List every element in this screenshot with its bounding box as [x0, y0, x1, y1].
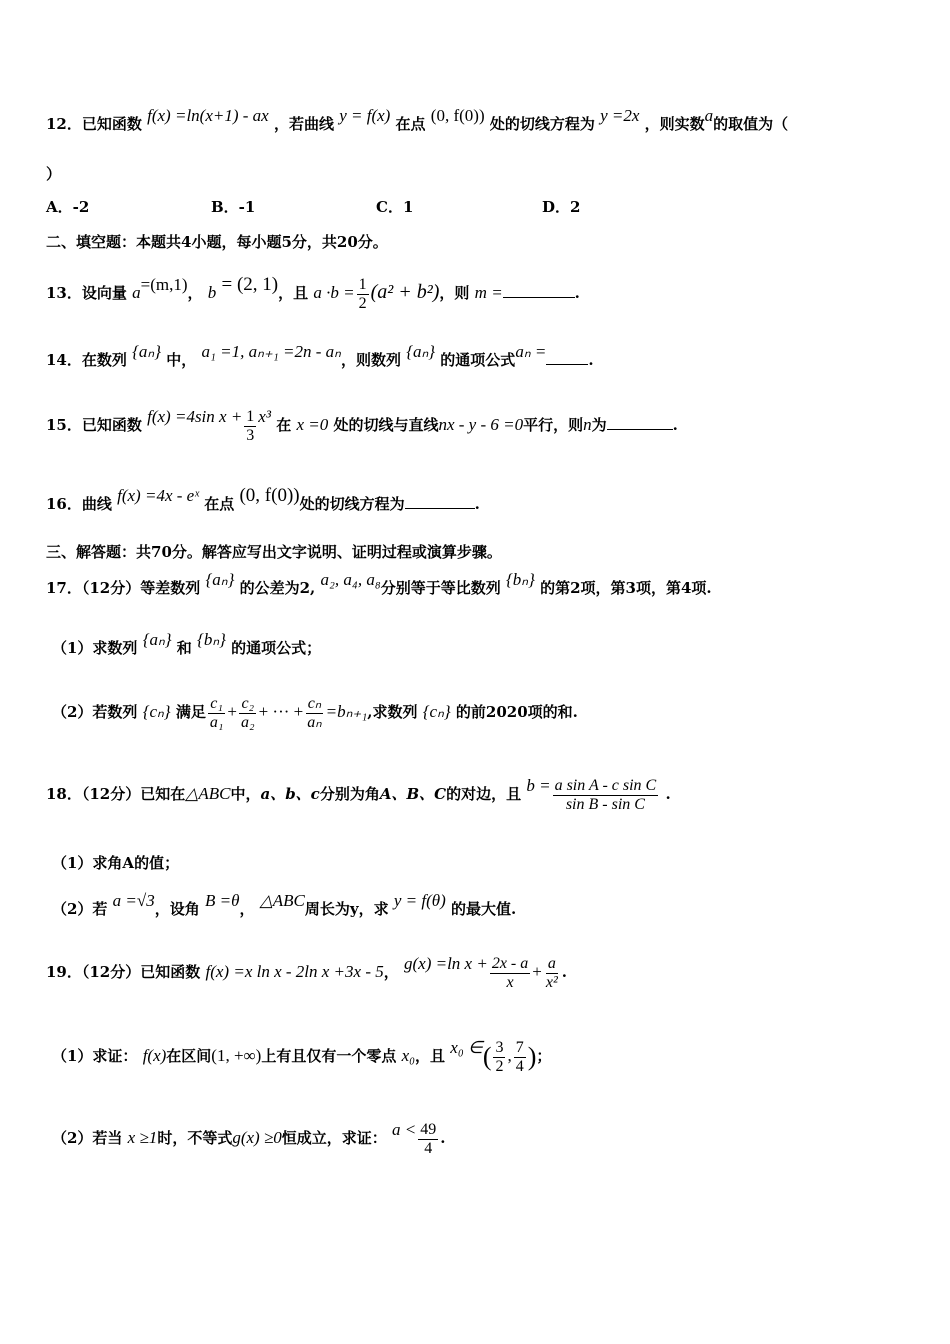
option-b[interactable]: B．-1	[211, 198, 256, 216]
q19-x0-in: x₀ ∈	[450, 1038, 483, 1057]
q14-text-1: 在数列	[81, 351, 127, 369]
q12-text-5: ，则实数	[644, 115, 705, 133]
q16-point: (0, f(0))	[239, 485, 300, 506]
q16-end: .	[474, 495, 480, 513]
q19-p1-text-2: 在区间	[166, 1047, 212, 1065]
q12-text-3: 在点	[395, 115, 426, 133]
q17-p2-seq-c: {cₙ}	[142, 702, 171, 721]
q15-line: nx - y - 6 =0	[438, 415, 524, 434]
q18-p2-text-2: ，设角	[154, 900, 200, 918]
q17-p1-text-3: 的通项公式；	[231, 639, 322, 657]
q19-part-2	[52, 1116, 446, 1160]
q13-half-fraction	[357, 276, 369, 313]
q14-text-4: 的通项公式	[440, 351, 516, 369]
q17-terms: a₂, a₄, a₈	[320, 570, 381, 589]
q15-text-2: 在	[276, 416, 292, 434]
q16-text-3: 处的切线方程为	[299, 495, 405, 513]
q18-text-1: 已知在	[140, 785, 186, 803]
q18-p2-text-5: 的最大值.	[451, 900, 517, 918]
q14-an: aₙ =	[515, 342, 547, 361]
q17-p1-text-2: 和	[176, 639, 192, 657]
question-12	[46, 106, 789, 134]
q19-in-den-2: 4	[515, 1057, 524, 1075]
q19-p1-text-5: ；	[536, 1047, 552, 1065]
q12-point: (0, f(0))	[430, 106, 485, 125]
q17-p1-seq-b: {bₙ}	[197, 630, 226, 649]
q19-frac-49-4	[418, 1121, 438, 1158]
q13-answer-blank[interactable]	[503, 297, 575, 298]
q19-g: g(x) =ln x +	[403, 954, 488, 973]
q18-p2-text-3: ，	[239, 900, 255, 918]
q16-number: 16．	[46, 495, 82, 513]
q19-part-1: （1）求证： f(x)在区间(1, +∞)上有且仅有一个零点 x₀，且 x₀ ∈( $\frac{3}{2}$ , $\frac{7}{4}$ )；	[52, 1038, 552, 1075]
q17-cn: cₙ	[307, 694, 322, 712]
q19-g-num-2: a	[547, 954, 556, 972]
q15-number: 15．	[46, 416, 82, 434]
q14-sequence: {aₙ}	[132, 342, 161, 361]
q18-text-3: 分别为角	[319, 785, 380, 803]
q12-curve: y = f(x)	[339, 106, 391, 125]
q19-comma: ，	[383, 963, 399, 981]
q18-text-4: 的对边，且	[446, 785, 522, 803]
q12-close-paren: ）	[46, 165, 62, 183]
q18-p2-text-4: 周长为y，求	[304, 900, 389, 918]
question-17	[46, 570, 712, 598]
q13-vector-a: a	[132, 283, 141, 302]
q17-c1: c₁	[210, 694, 223, 712]
q17-part-2: （2）若数列 {cₙ} 满足 $\frac{\text{c₁}}{\text{a₁}}$ + $\frac{\text{c₂}}{\text{a₂}}$ + ··· + $\frac{\text{cₙ}}{\text{aₙ}}$ =bₙ₊₁,求数列 {cₙ} 的前2020项的和.	[52, 694, 578, 731]
q15-x0: x =0	[296, 415, 329, 434]
q13-m: m =	[474, 283, 503, 302]
q18-part-1: （1）求角A的值；	[52, 854, 180, 872]
q14-sequence-2: {aₙ}	[406, 342, 436, 361]
q17-seq-a: {aₙ}	[205, 570, 235, 589]
q13-text-1: 设向量	[81, 284, 127, 302]
q17-p1-text-1: （1）求数列	[52, 639, 138, 657]
q15-n: n	[583, 415, 592, 434]
q19-p2-text-3: 恒成立，求证：	[281, 1129, 387, 1147]
q12-text-1: 已知函数	[81, 115, 142, 133]
q18-sides: a、b、c	[260, 785, 320, 803]
q19-g-den-2: x²	[545, 973, 558, 991]
q17-a1: a₁	[209, 713, 224, 731]
q17-p2-text-1: （2）若数列	[52, 703, 138, 721]
q16-function: f(x) =4x - eˣ	[117, 486, 199, 505]
q13-vector-b-value: = (2, 1)	[221, 274, 279, 295]
q19-fx: f(x)	[142, 1046, 167, 1065]
q18-b-theta: B =θ	[204, 891, 240, 910]
q15-function: f(x) =4sin x +	[147, 407, 243, 426]
q19-interval: (1, +∞)	[211, 1046, 262, 1065]
q19-x0: x₀	[401, 1046, 416, 1065]
q13-half-num: 1	[358, 275, 367, 293]
q15-text-1: 已知函数	[81, 416, 142, 434]
q17-eq-b: =bₙ₊₁	[325, 702, 368, 721]
q19-g-frac-1	[490, 955, 530, 992]
q15-text-3: 处的切线与直线	[333, 416, 439, 434]
question-18	[46, 772, 671, 816]
q19-p1-text-3: 上有且仅有一个零点	[261, 1047, 397, 1065]
q19-g-frac-2	[544, 955, 560, 992]
q19-a-lt: a <	[392, 1120, 417, 1139]
q16-text-2: 在点	[204, 495, 235, 513]
q17-text-3: 分别等于等比数列	[380, 579, 501, 597]
q15-frac-num: 1	[246, 407, 255, 425]
q12-text-2: ，若曲线	[273, 115, 334, 133]
q17-a2: a₂	[241, 713, 255, 731]
q19-in-den-1: 2	[495, 1057, 504, 1075]
q19-text-1: 已知函数	[140, 963, 201, 981]
q12-tangent: y =2x	[600, 106, 640, 125]
q19-in-num-2: 7	[515, 1038, 524, 1056]
q14-answer-blank[interactable]	[546, 364, 588, 365]
q19-r-den: 4	[424, 1139, 433, 1157]
question-14	[46, 342, 594, 370]
q18-y-f: y = f(θ)	[393, 891, 446, 910]
q17-p1-seq-a: {aₙ}	[142, 630, 172, 649]
question-16	[46, 485, 480, 514]
section-2-heading: 二、填空题：本题共4小题，每小题5分，共20分。	[46, 233, 388, 251]
question-15	[46, 405, 678, 445]
q19-g-den-1: x	[506, 973, 514, 991]
q19-f: f(x) =x ln x - 2ln x +3x - 5	[205, 962, 384, 981]
q19-number: 19．	[46, 963, 82, 981]
q15-text-4: 平行，则	[523, 416, 584, 434]
q19-p2-text-2: 时，不等式	[157, 1129, 233, 1147]
q19-r-num: 49	[420, 1120, 437, 1138]
q13-number: 13．	[46, 284, 82, 302]
q17-p2-text-3: ,求数列	[367, 703, 418, 721]
q17-text-2: 的公差为2,	[239, 579, 316, 597]
q19-p1-text-1: （1）求证：	[52, 1047, 138, 1065]
q15-frac-den: 3	[246, 426, 255, 444]
q13-text-2: ，且	[278, 284, 309, 302]
q14-text-2: 中，	[166, 351, 197, 369]
q13-sum-squares: (a² + b²)	[370, 281, 440, 303]
q12-number: 12．	[46, 115, 82, 133]
q19-ineq: g(x) ≥0	[232, 1128, 282, 1147]
q19-frac-3-2	[493, 1039, 505, 1076]
q17-plus-dots: + ··· +	[258, 702, 304, 721]
q13-vector-a-value: =(m,1)	[140, 275, 188, 294]
q19-p2-text-4: .	[440, 1129, 446, 1147]
q13-dot-product: a ·b =	[313, 283, 355, 302]
q12-function: f(x) =ln(x+1) - ax	[147, 106, 269, 125]
q13-vector-b: b	[207, 283, 217, 302]
q17-part-1	[52, 630, 322, 658]
question-19	[46, 950, 567, 994]
q18-number: 18．	[46, 785, 82, 803]
q13-text-3: ，则	[439, 284, 470, 302]
q17-c2: c₂	[241, 694, 255, 712]
q15-fraction	[244, 408, 256, 445]
q13-half-den: 2	[358, 294, 367, 312]
q17-an: aₙ	[307, 713, 322, 731]
option-c[interactable]: C．1	[376, 198, 414, 216]
option-d[interactable]: D．2	[542, 198, 581, 216]
q18-triangle: △ABC	[185, 784, 231, 803]
q15-text-5: 为	[591, 416, 607, 434]
q17-frac-2	[239, 695, 257, 732]
q16-answer-blank[interactable]	[405, 508, 475, 509]
q19-cond: x ≥1	[127, 1128, 158, 1147]
q15-x-cubed: x³	[258, 407, 271, 426]
q18-text-2: 中，	[230, 785, 261, 803]
q13-comma: ，	[187, 284, 203, 302]
q17-text-4: 的第2项，第3项，第4项.	[540, 579, 712, 597]
q18-triangle-2: △ABC	[259, 891, 305, 910]
q16-text-1: 曲线	[81, 495, 112, 513]
q12-text-4: 处的切线方程为	[489, 115, 595, 133]
q18-fraction	[553, 777, 659, 814]
q14-number: 14．	[46, 351, 82, 369]
q19-p1-text-4: ，且	[415, 1047, 446, 1065]
q15-end: .	[672, 416, 678, 434]
q14-text-3: ，则数列	[340, 351, 401, 369]
q18-frac-den: sin B - sin C	[565, 795, 645, 813]
q18-a-value: a =√3	[112, 891, 155, 910]
q18-frac-num: a sin A - c sin C	[554, 776, 657, 794]
q18-b-eq: b =	[526, 776, 551, 795]
q17-p2-text-2: 满足	[175, 703, 206, 721]
q18-points: （12分）	[81, 785, 141, 803]
q17-frac-1	[208, 695, 226, 732]
q14-end: .	[588, 351, 594, 369]
q17-p2-seq-c-2: {cₙ}	[422, 702, 451, 721]
q18-angles: A、B、C	[379, 785, 447, 803]
q17-points: （12分）	[81, 579, 141, 597]
q19-p2-text-1: （2）若当	[52, 1129, 123, 1147]
q17-p2-text-4: 的前2020项的和.	[455, 703, 578, 721]
q17-seq-b: {bₙ}	[506, 570, 535, 589]
q17-frac-n	[305, 695, 323, 732]
q19-end: .	[561, 963, 567, 981]
q19-g-num-1: 2x - a	[491, 954, 529, 972]
q13-end: .	[574, 284, 580, 302]
question-13	[46, 272, 580, 313]
q19-points: （12分）	[81, 963, 141, 981]
q18-part-2	[52, 891, 517, 919]
q14-condition: a₁ =1, aₙ₊₁ =2n - aₙ	[201, 342, 341, 361]
q15-answer-blank[interactable]	[607, 429, 673, 430]
q19-frac-7-4	[514, 1039, 526, 1076]
q18-end: .	[665, 785, 671, 803]
section-3-heading: 三、解答题：共70分。解答应写出文字说明、证明过程或演算步骤。	[46, 543, 502, 561]
q12-text-6: 的取值为（	[713, 115, 789, 133]
q17-text-1: 等差数列	[140, 579, 201, 597]
q17-number: 17．	[46, 579, 82, 597]
option-a[interactable]: A．-2	[46, 198, 90, 216]
q19-plus: +	[532, 962, 542, 981]
q12-var-a: a	[704, 106, 714, 125]
q18-p2-text-1: （2）若	[52, 900, 108, 918]
q19-in-num-1: 3	[495, 1038, 504, 1056]
